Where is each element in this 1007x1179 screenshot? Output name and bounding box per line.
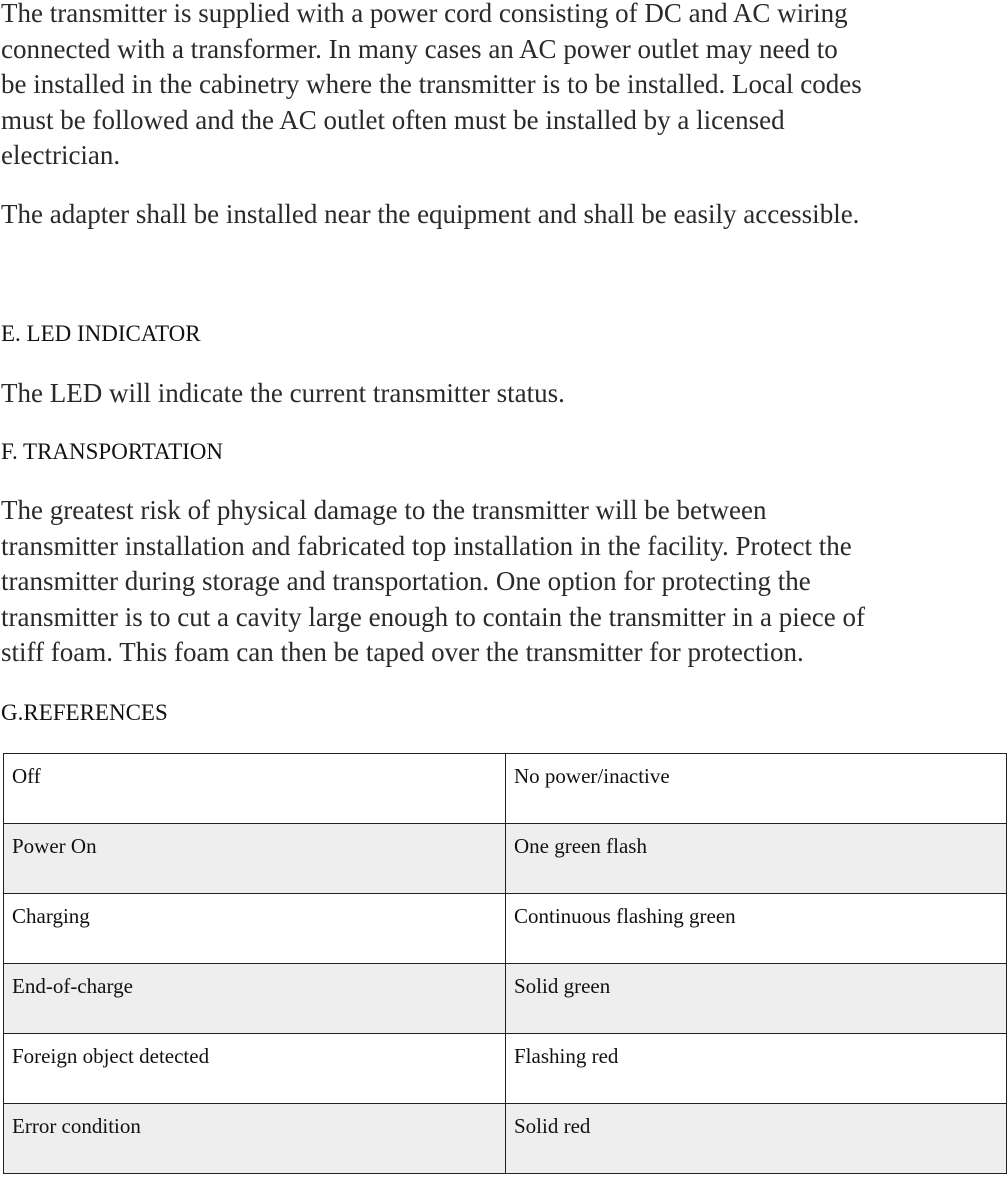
power-cord-paragraph xyxy=(1,0,862,174)
status-cell: Error condition xyxy=(4,1104,506,1174)
adapter-paragraph: The adapter shall be installed near the equipment and shall be easily accessible. xyxy=(1,199,860,229)
paragraph-line: transmitter installation and fabricated top installation in the facility. Protect the xyxy=(1,530,852,561)
led-status-table xyxy=(3,753,1007,1174)
led-pattern-cell: Flashing red xyxy=(506,1034,1007,1104)
led-indicator-paragraph: The LED will indicate the current transmitter status. xyxy=(1,378,565,408)
transportation-paragraph xyxy=(1,493,865,671)
table-row xyxy=(4,894,1007,964)
transportation-heading: F. TRANSPORTATION xyxy=(1,439,223,464)
table-row xyxy=(4,1104,1007,1174)
paragraph-line: transmitter is to cut a cavity large enough to contain the transmitter in a piece of xyxy=(1,601,865,632)
paragraph-line: The greatest risk of physical damage to the transmitter will be between xyxy=(1,495,767,525)
led-pattern-cell: Continuous flashing green xyxy=(506,894,1007,964)
references-heading: G.REFERENCES xyxy=(1,700,168,725)
status-cell: Power On xyxy=(4,824,506,894)
paragraph-line: The transmitter is supplied with a power cord consisting of DC and AC wiring xyxy=(1,0,848,28)
status-cell: Foreign object detected xyxy=(4,1034,506,1104)
status-cell: Off xyxy=(4,754,506,824)
table-row xyxy=(4,754,1007,824)
paragraph-line: connected with a transformer. In many cases an AC power outlet may need to xyxy=(1,33,838,64)
led-pattern-cell: No power/inactive xyxy=(506,754,1007,824)
led-pattern-cell: One green flash xyxy=(506,824,1007,894)
led-indicator-heading: E. LED INDICATOR xyxy=(1,321,201,346)
paragraph-line: be installed in the cabinetry where the transmitter is to be installed. Local codes xyxy=(1,69,862,99)
status-cell: End-of-charge xyxy=(4,964,506,1034)
paragraph-line: must be followed and the AC outlet often must be installed by a licensed xyxy=(1,104,785,135)
led-pattern-cell: Solid green xyxy=(506,964,1007,1034)
paragraph-line: transmitter during storage and transportation. One option for protecting the xyxy=(1,566,811,596)
status-cell: Charging xyxy=(4,894,506,964)
table-row xyxy=(4,824,1007,894)
table-row xyxy=(4,964,1007,1034)
led-pattern-cell: Solid red xyxy=(506,1104,1007,1174)
table-row xyxy=(4,1034,1007,1104)
paragraph-line: electrician. xyxy=(1,140,121,170)
paragraph-line: stiff foam. This foam can then be taped over the transmitter for protection. xyxy=(1,637,804,667)
